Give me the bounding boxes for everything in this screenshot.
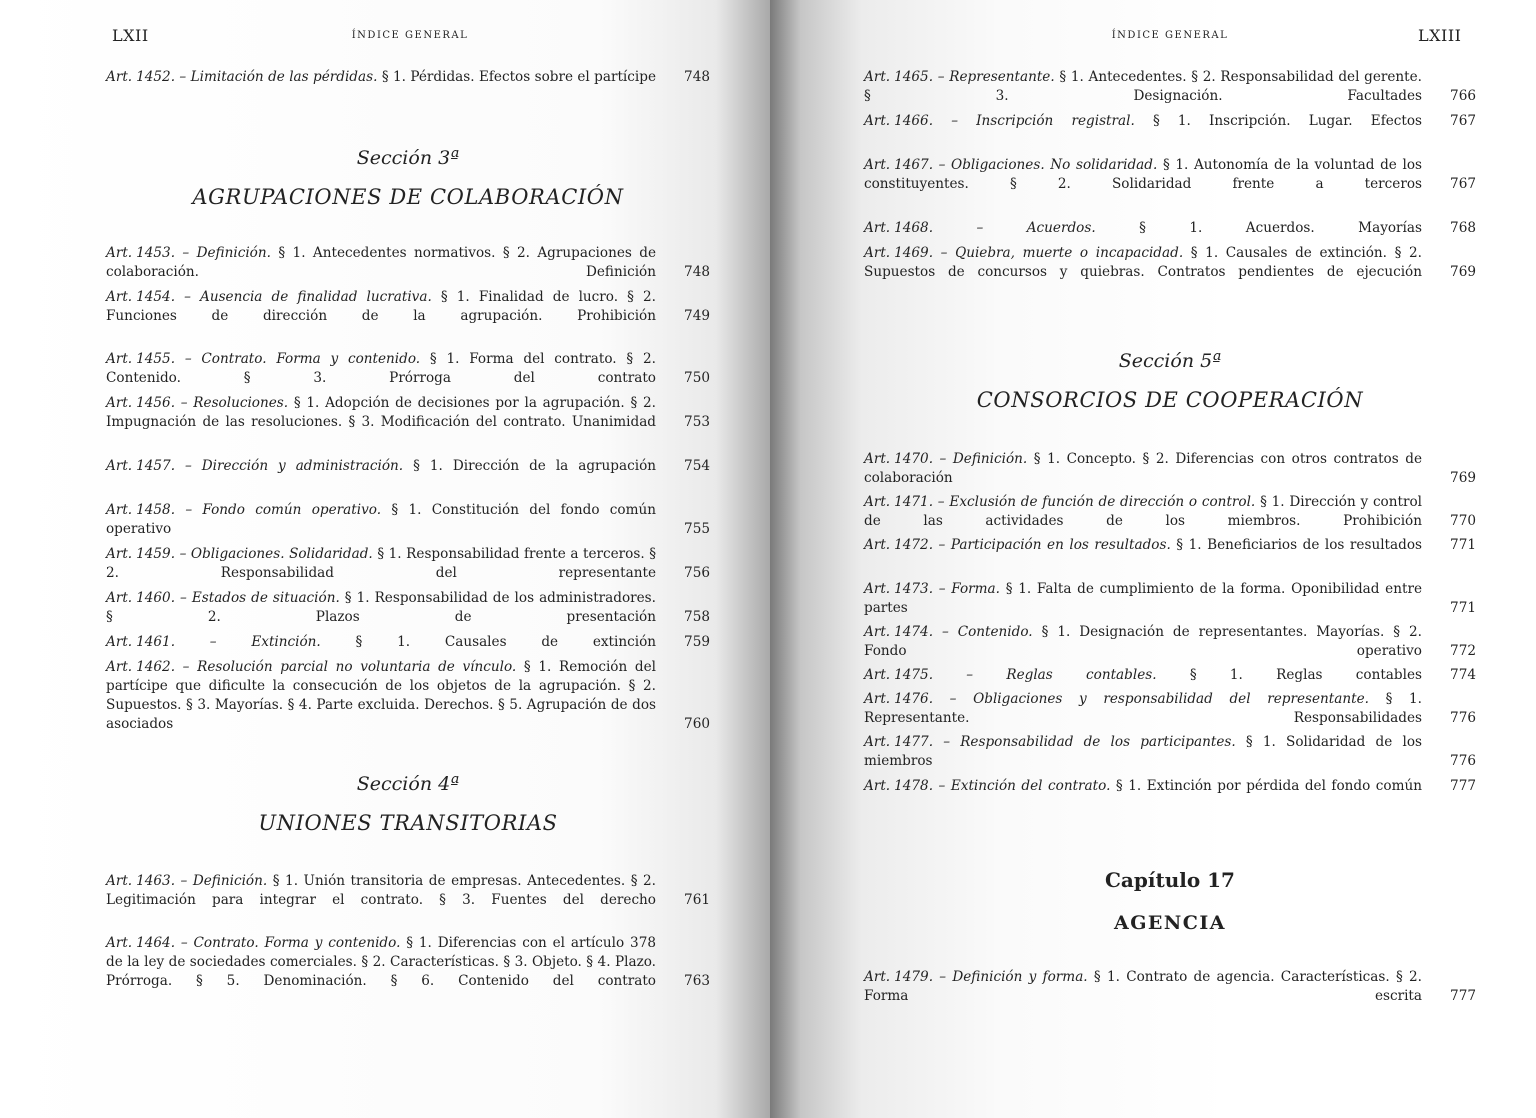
toc-entry: [106, 288, 710, 326]
entry-text: § 1. Forma del contrato. § 2. Contenido. § 3. Prórroga del contrato: [106, 351, 656, 386]
chapter-label: Capítulo 17: [1105, 868, 1235, 892]
art-label: Art.: [106, 634, 133, 650]
running-title-left: ÍNDICE GENERAL: [351, 30, 469, 41]
entry-text: § 1. Contrato de agencia. Características. § 2. Forma escrita: [864, 969, 1422, 1004]
page-ref: 755: [684, 521, 710, 537]
art-label: Art.: [864, 778, 891, 794]
toc-entry: [864, 623, 1476, 661]
art-label: Art.: [106, 590, 133, 606]
art-label: Art.: [864, 157, 891, 173]
entry-text: § 1. Representante. Responsabilidades: [864, 691, 1423, 726]
page-ref: 776: [1450, 753, 1476, 769]
page-ref: 771: [1450, 600, 1476, 616]
toc-entry: [864, 450, 1476, 488]
art-label: Art.: [864, 624, 891, 640]
art-title: 1477. – Responsabilidad de los participantes.: [894, 734, 1236, 750]
art-title: 1462. – Resolución parcial no voluntaria de vínculo.: [136, 659, 517, 675]
toc-entry: [106, 68, 710, 87]
page-ref: 777: [1450, 778, 1476, 794]
page-ref: 769: [1450, 470, 1476, 486]
chapter-title: AGENCIA: [1113, 912, 1227, 934]
art-label: Art.: [106, 659, 133, 675]
art-title: 1474. – Contenido.: [894, 624, 1033, 640]
toc-entry: [864, 156, 1476, 194]
art-title: 1460. – Estados de situación.: [136, 590, 340, 606]
art-title: 1479. – Definición y forma.: [894, 969, 1088, 985]
page-ref: 749: [684, 308, 710, 324]
toc-entry: [864, 733, 1476, 771]
page-ref: 748: [684, 69, 710, 85]
page-ref: 771: [1450, 537, 1476, 553]
entry-text: § 1. Extinción por pérdida del fondo común: [1115, 778, 1422, 794]
art-label: Art.: [864, 969, 891, 985]
entry-text: § 1. Inscripción. Lugar. Efectos: [1152, 113, 1423, 129]
entry-text: § 1. Finalidad de lucro. § 2. Funciones de dirección de la agrupación. Prohibición: [106, 289, 656, 324]
entry-text: § 1. Dirección de la agrupación: [413, 458, 657, 474]
entry-text: § 1. Falta de cumplimiento de la forma. Oponibilidad entre partes: [864, 581, 1422, 616]
art-title: 1468. – Acuerdos.: [894, 220, 1096, 236]
toc-entry: [106, 457, 710, 476]
entry-text: § 1. Reglas contables: [1189, 667, 1422, 683]
art-title: 1458. – Fondo común operativo.: [136, 502, 382, 518]
art-label: Art.: [864, 581, 891, 597]
art-label: Art.: [106, 546, 133, 562]
toc-entry: [106, 872, 710, 910]
art-title: 1466. – Inscripción registral.: [894, 113, 1135, 129]
section-label: Sección 3ª: [356, 147, 460, 169]
toc-entry: [864, 777, 1476, 796]
art-title: 1472. – Participación en los resultados.: [894, 537, 1171, 553]
page-ref: 758: [684, 609, 710, 625]
page-ref: 760: [684, 716, 710, 732]
section-title: UNIONES TRANSITORIAS: [258, 811, 558, 835]
page-ref: 763: [684, 973, 710, 989]
art-title: 1467. – Obligaciones. No solidaridad.: [894, 157, 1158, 173]
page-ref: 761: [684, 892, 710, 908]
toc-entry: [864, 580, 1476, 618]
page-ref: 769: [1450, 264, 1476, 280]
toc-entry: [106, 350, 710, 388]
toc-entry: [864, 112, 1476, 131]
art-title: 1452. – Limitación de las pérdidas.: [136, 69, 378, 85]
art-title: 1470. – Definición.: [894, 451, 1028, 467]
entry-text: § 1. Antecedentes normativos. § 2. Agrupaciones de colaboración. Definición: [106, 245, 657, 280]
section-title: AGRUPACIONES DE COLABORACIÓN: [192, 185, 624, 209]
section-label: Sección 5ª: [1118, 350, 1222, 372]
art-label: Art.: [106, 289, 133, 305]
toc-entry: [106, 589, 710, 627]
art-title: 1457. – Dirección y administración.: [136, 458, 404, 474]
page-ref: 756: [684, 565, 710, 581]
page-ref: 767: [1450, 113, 1476, 129]
entry-text: § 1. Autonomía de la voluntad de los constituyentes. § 2. Solidaridad frente a terceros: [864, 157, 1422, 192]
art-title: 1475. – Reglas contables.: [894, 667, 1157, 683]
art-title: 1455. – Contrato. Forma y contenido.: [136, 351, 421, 367]
entry-text: § 1. Dirección y control de las actividades de los miembros. Prohibición: [864, 494, 1422, 529]
page-ref: 767: [1450, 176, 1476, 192]
toc-entry: [864, 493, 1476, 531]
toc-entry: [864, 536, 1476, 555]
page-ref: 748: [684, 264, 710, 280]
page-ref: 766: [1450, 88, 1476, 104]
art-title: 1463. – Definición.: [136, 873, 268, 889]
toc-entry: [106, 501, 710, 539]
entry-text: § 1. Pérdidas. Efectos sobre el partícipe: [381, 69, 656, 85]
entry-text: § 1. Diferencias con el artículo 378 de la ley de sociedades comerciales. § 2. Características. § 3. Objeto. § 4. Plazo. Prórroga. § 5. Denominación. § 6. Contenido del contrato: [106, 935, 656, 989]
right-page: [770, 0, 1536, 1118]
art-title: 1461. – Extinción.: [136, 634, 321, 650]
page-number-left: LXII: [112, 26, 149, 45]
page-ref: 776: [1450, 710, 1476, 726]
entry-text: § 1. Causales de extinción. § 2. Supuestos de concursos y quiebras. Contratos pendientes de ejecución: [864, 245, 1422, 280]
entry-text: § 1. Acuerdos. Mayorías: [1139, 220, 1422, 236]
art-label: Art.: [864, 451, 891, 467]
entry-text: § 1. Concepto. § 2. Diferencias con otros contratos de colaboración: [864, 451, 1422, 486]
art-label: Art.: [106, 245, 133, 261]
art-label: Art.: [864, 69, 891, 85]
art-title: 1464. – Contrato. Forma y contenido.: [136, 935, 401, 951]
art-title: 1473. – Forma.: [894, 581, 1000, 597]
entry-text: § 1. Remoción del partícipe que dificulte la consecución de los objetos de la agrupación. § 2. Supuestos. § 3. Mayorías. § 4. Parte excluida. Derechos. § 5. Agrupación de dos asociados: [106, 659, 656, 732]
page-ref: 759: [684, 634, 710, 650]
art-label: Art.: [864, 113, 891, 129]
art-label: Art.: [864, 734, 891, 750]
section-heading: [864, 350, 1476, 412]
page-ref: 770: [1450, 513, 1476, 529]
entry-text: § 1. Constitución del fondo común operativo: [106, 502, 657, 537]
toc-entry: [106, 658, 710, 734]
page-ref: 753: [684, 414, 710, 430]
toc-entry: [864, 219, 1476, 238]
art-title: 1459. – Obligaciones. Solidaridad.: [136, 546, 373, 562]
page-number-right: LXIII: [1418, 26, 1462, 45]
entry-text: § 1. Responsabilidad frente a terceros. § 2. Responsabilidad del representante: [106, 546, 656, 581]
toc-entry: [864, 690, 1476, 728]
section-title: CONSORCIOS DE COOPERACIÓN: [976, 388, 1364, 412]
toc-entry: [106, 934, 710, 991]
toc-entry: [864, 68, 1476, 106]
page-ref: 772: [1450, 643, 1476, 659]
art-title: 1476. – Obligaciones y responsabilidad del representante.: [894, 691, 1369, 707]
art-label: Art.: [106, 395, 133, 411]
art-label: Art.: [864, 494, 891, 510]
chapter-heading: [864, 868, 1476, 934]
toc-entry: [864, 244, 1476, 282]
toc-entry: [864, 666, 1476, 685]
toc-entry: [864, 968, 1476, 1006]
art-label: Art.: [106, 873, 133, 889]
section-label: Sección 4ª: [356, 773, 460, 795]
art-title: 1456. – Resoluciones.: [136, 395, 289, 411]
art-title: 1465. – Representante.: [894, 69, 1055, 85]
entry-text: § 1. Adopción de decisiones por la agrupación. § 2. Impugnación de las resoluciones. § 3. Modificación del contrato. Unanimidad: [106, 395, 657, 430]
art-label: Art.: [864, 691, 891, 707]
art-label: Art.: [106, 935, 133, 951]
toc-entry: [106, 545, 710, 583]
toc-entry: [106, 244, 710, 282]
page-ref: 774: [1450, 667, 1476, 683]
art-title: 1454. – Ausencia de finalidad lucrativa.: [136, 289, 432, 305]
art-title: 1471. – Exclusión de función de dirección o control.: [894, 494, 1256, 510]
entry-text: § 1. Solidaridad de los miembros: [864, 734, 1422, 769]
entry-text: § 1. Designación de representantes. Mayorías. § 2. Fondo operativo: [864, 624, 1422, 659]
section-heading: [106, 773, 710, 835]
entry-text: § 1. Beneficiarios de los resultados: [1176, 537, 1422, 553]
running-title-right: ÍNDICE GENERAL: [1111, 30, 1229, 41]
toc-entry: [106, 394, 710, 432]
entry-text: § 1. Unión transitoria de empresas. Antecedentes. § 2. Legitimación para integrar el contrato. § 3. Fuentes del derecho: [106, 873, 656, 908]
art-title: 1469. – Quiebra, muerte o incapacidad.: [894, 245, 1184, 261]
page-ref: 750: [684, 370, 710, 386]
art-label: Art.: [864, 220, 891, 236]
art-label: Art.: [864, 667, 891, 683]
art-title: 1478. – Extinción del contrato.: [894, 778, 1111, 794]
entry-text: § 1. Antecedentes. § 2. Responsabilidad del gerente. § 3. Designación. Facultades: [864, 69, 1423, 104]
section-heading: [106, 147, 710, 209]
page-ref: 768: [1450, 220, 1476, 236]
page-ref: 754: [684, 458, 710, 474]
art-label: Art.: [106, 458, 133, 474]
art-label: Art.: [864, 537, 891, 553]
art-label: Art.: [106, 502, 133, 518]
entry-text: § 1. Responsabilidad de los administradores. § 2. Plazos de presentación: [106, 590, 656, 625]
art-title: 1453. – Definición.: [136, 245, 271, 261]
art-label: Art.: [106, 69, 133, 85]
art-label: Art.: [106, 351, 133, 367]
entry-text: § 1. Causales de extinción: [355, 634, 657, 650]
art-label: Art.: [864, 245, 891, 261]
toc-entry: [106, 633, 710, 652]
page-ref: 777: [1450, 988, 1476, 1004]
